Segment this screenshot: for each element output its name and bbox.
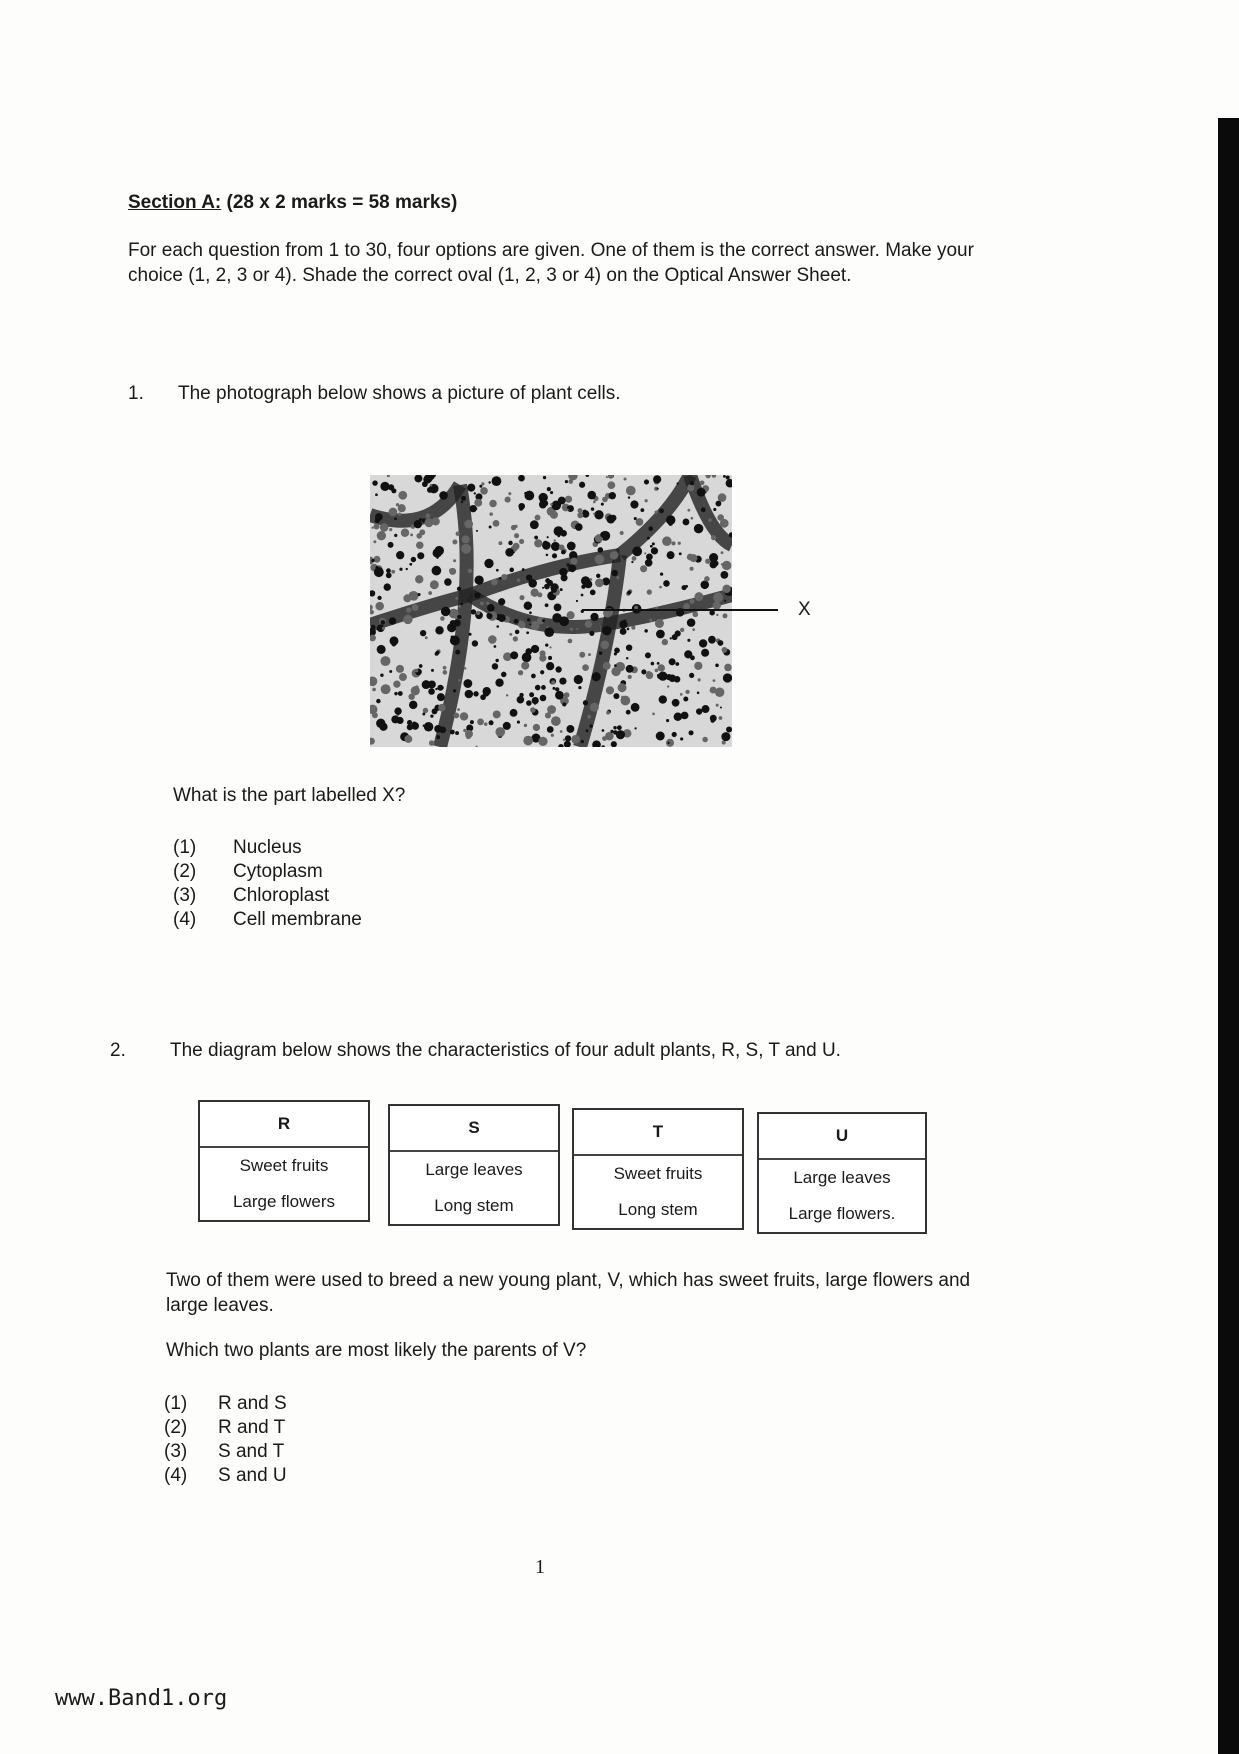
- section-marks: (28 x 2 marks = 58 marks): [221, 192, 458, 213]
- label-x: X: [798, 599, 811, 620]
- option: (4) S and U: [164, 1465, 287, 1486]
- plant-box-s: S Large leaves Long stem: [388, 1104, 560, 1226]
- plant-box-r: R Sweet fruits Large flowers: [198, 1100, 370, 1222]
- section-heading: [128, 192, 457, 214]
- option: (3) Chloroplast: [173, 885, 330, 906]
- option: (2) R and T: [164, 1417, 286, 1438]
- plant-cells-photo: [370, 475, 732, 747]
- instructions: For each question from 1 to 30, four options are given. One of them is the correct answer. Make your choice (1, 2, 3 or 4). Shade the correct oval (1, 2, 3 or 4) on the Optical Answer Sheet.: [128, 240, 974, 286]
- q2-text: The diagram below shows the characteristics of four adult plants, R, S, T and U.: [170, 1040, 841, 1061]
- q2-options: [164, 1392, 287, 1488]
- q1-number: 1.: [128, 383, 144, 404]
- option: (1) R and S: [164, 1393, 287, 1414]
- scan-edge: [1218, 118, 1239, 1754]
- plant-box-u: U Large leaves Large flowers.: [757, 1112, 927, 1234]
- option: (4) Cell membrane: [173, 909, 362, 930]
- plant-box-t: T Sweet fruits Long stem: [572, 1108, 744, 1230]
- page-number: 1: [535, 1556, 545, 1578]
- option: (2) Cytoplasm: [173, 861, 323, 882]
- q1-question: What is the part labelled X?: [173, 785, 406, 806]
- option: (1) Nucleus: [173, 837, 302, 858]
- footer-url: www.Band1.org: [55, 1686, 228, 1711]
- section-title: Section A:: [128, 192, 222, 213]
- q2-number: 2.: [110, 1040, 126, 1061]
- q2-question: Which two plants are most likely the parents of V?: [166, 1340, 587, 1361]
- label-pointer-line: [582, 609, 778, 611]
- q1-options: [173, 836, 362, 932]
- option: (3) S and T: [164, 1441, 285, 1462]
- q1-text: The photograph below shows a picture of plant cells.: [178, 383, 621, 404]
- q2-text2: Two of them were used to breed a new young plant, V, which has sweet fruits, large flowers and large leaves.: [166, 1270, 971, 1316]
